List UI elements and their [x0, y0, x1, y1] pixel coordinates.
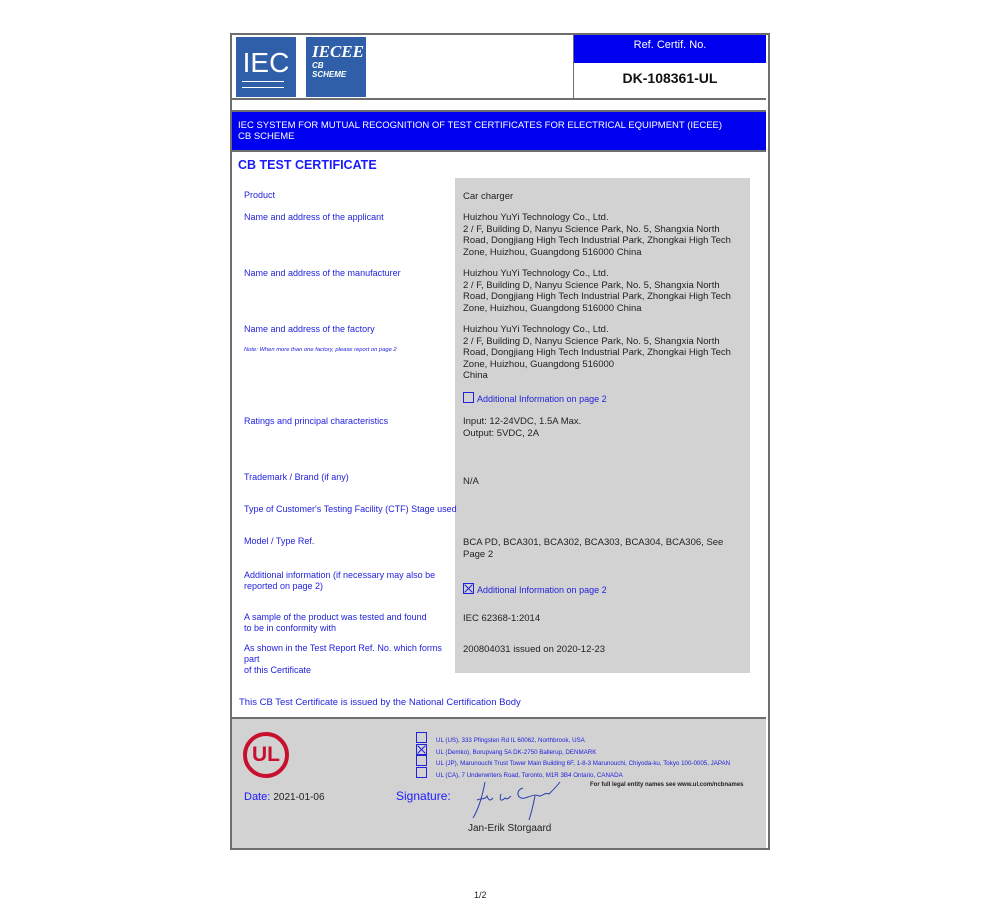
ncb-option-ul-demko[interactable]	[416, 744, 596, 755]
ratings-value: Input: 12-24VDC, 1.5A Max. Output: 5VDC, 2A	[463, 416, 582, 439]
trademark-value: N/A	[463, 476, 479, 487]
report-value: 200804031 issued on 2020-12-23	[463, 644, 606, 655]
additional-info-text: Additional Information on page 2	[477, 585, 607, 595]
additional-info-checkbox-checked[interactable]	[463, 583, 474, 594]
manufacturer-label: Name and address of the manufacturer	[244, 268, 401, 278]
sample-label: A sample of the product was tested and found to be in conformity with	[244, 612, 427, 633]
handwritten-signature	[465, 778, 565, 823]
certificate-title: CB TEST CERTIFICATE	[238, 158, 377, 172]
date-value: 2021-01-06	[273, 792, 325, 803]
ctf-label: Type of Customer's Testing Facility (CTF) Stage used	[244, 504, 457, 514]
ratings-label: Ratings and principal characteristics	[244, 416, 389, 426]
factory-value: Huizhou YuYi Technology Co., Ltd. 2 / F, Building D, Nanyu Science Park, No. 5, Shangxia North Road, Dongjiang High Tech Industrial Park, Zhongkai High Tech Zone, Huizhou, Guangdong 516000 China	[463, 324, 731, 381]
product-label: Product	[244, 190, 276, 200]
ncb-checkbox[interactable]	[416, 767, 427, 778]
ncb-text: UL (US), 333 Pfingsten Rd IL 60062, Northbrook, USA	[436, 737, 585, 744]
banner-line-2: CB SCHEME	[238, 131, 295, 142]
iecee-cb-scheme-logo	[306, 37, 366, 97]
page-number: 1/2	[474, 890, 487, 900]
applicant-label: Name and address of the applicant	[244, 212, 384, 222]
iec-logo	[236, 37, 296, 97]
ncb-checkbox[interactable]	[416, 755, 427, 766]
factory-note: Note: When more than one factory, please report on page 2	[244, 347, 397, 353]
ncb-option-ul-jp[interactable]	[416, 755, 730, 766]
factory-additional-text: Additional Information on page 2	[477, 394, 607, 404]
factory-label: Name and address of the factory	[244, 324, 375, 334]
ncb-checkbox[interactable]	[416, 732, 427, 743]
ncb-option-ul-ca[interactable]	[416, 767, 623, 778]
applicant-value: Huizhou YuYi Technology Co., Ltd. 2 / F, Building D, Nanyu Science Park, No. 5, Shangxia North Road, Dongjiang High Tech Industrial Park, Zhongkai High Tech Zone, Huizhou, Guangdong 516000 China	[463, 212, 731, 258]
date-field	[244, 791, 325, 803]
factory-additional-info[interactable]	[463, 392, 748, 406]
ref-certif-label: Ref. Certif. No.	[633, 39, 707, 51]
cb-logo-text: CB	[312, 61, 324, 70]
ul-logo	[243, 732, 289, 778]
report-label: As shown in the Test Report Ref. No. which forms part of this Certificate	[244, 643, 442, 675]
ncb-checkbox-checked[interactable]	[416, 744, 427, 755]
iec-logo-text: IEC	[242, 47, 290, 78]
ncb-text: UL (Demko), Borupvang 5A DK-2750 Ballerup, DENMARK	[436, 749, 597, 756]
factory-additional-checkbox[interactable]	[463, 392, 474, 403]
sample-value: IEC 62368-1:2014	[463, 613, 541, 624]
model-label: Model / Type Ref.	[244, 536, 315, 546]
iecee-logo-text: IECEE	[312, 42, 364, 61]
legal-entity-note: For full legal entity names see www.ul.com/ncbnames	[590, 782, 744, 788]
banner-line-1: IEC SYSTEM FOR MUTUAL RECOGNITION OF TEST CERTIFICATES FOR ELECTRICAL EQUIPMENT (IECEE)	[238, 120, 723, 131]
date-label: Date:	[244, 791, 271, 803]
ul-logo-text: UL	[252, 743, 280, 766]
ncb-text: UL (CA), 7 Underwriters Road, Toronto, M1R 3B4 Ontario, CANADA	[436, 772, 623, 779]
additional-info-label: Additional information (if necessary may also be reported on page 2)	[244, 570, 436, 591]
signatory-name: Jan-Erik Storgaard	[468, 823, 552, 834]
additional-info-value[interactable]	[463, 583, 748, 597]
ncb-text: UL (JP), Marunouchi Trust Tower Main Building 6F, 1-8-3 Marunouchi, Chiyoda-ku, Tokyo 100-0005, JAPAN	[436, 760, 731, 767]
manufacturer-value: Huizhou YuYi Technology Co., Ltd. 2 / F, Building D, Nanyu Science Park, No. 5, Shangxia North Road, Dongjiang High Tech Industrial Park, Zhongkai High Tech Zone, Huizhou, Guangdong 516000 China	[463, 268, 731, 314]
ncb-option-ul-us[interactable]	[416, 732, 585, 743]
issued-by-statement: This CB Test Certificate is issued by the National Certification Body	[239, 697, 521, 708]
signature-label: Signature:	[396, 789, 451, 803]
scheme-banner	[232, 112, 766, 150]
ref-certif-number: DK-108361-UL	[622, 70, 718, 86]
trademark-label: Trademark / Brand (if any)	[244, 472, 349, 482]
product-value: Car charger	[463, 191, 514, 202]
model-value: BCA PD, BCA301, BCA302, BCA303, BCA304, BCA306, See Page 2	[463, 537, 724, 560]
ref-label-band	[574, 35, 766, 63]
scheme-logo-text: SCHEME	[312, 70, 347, 79]
